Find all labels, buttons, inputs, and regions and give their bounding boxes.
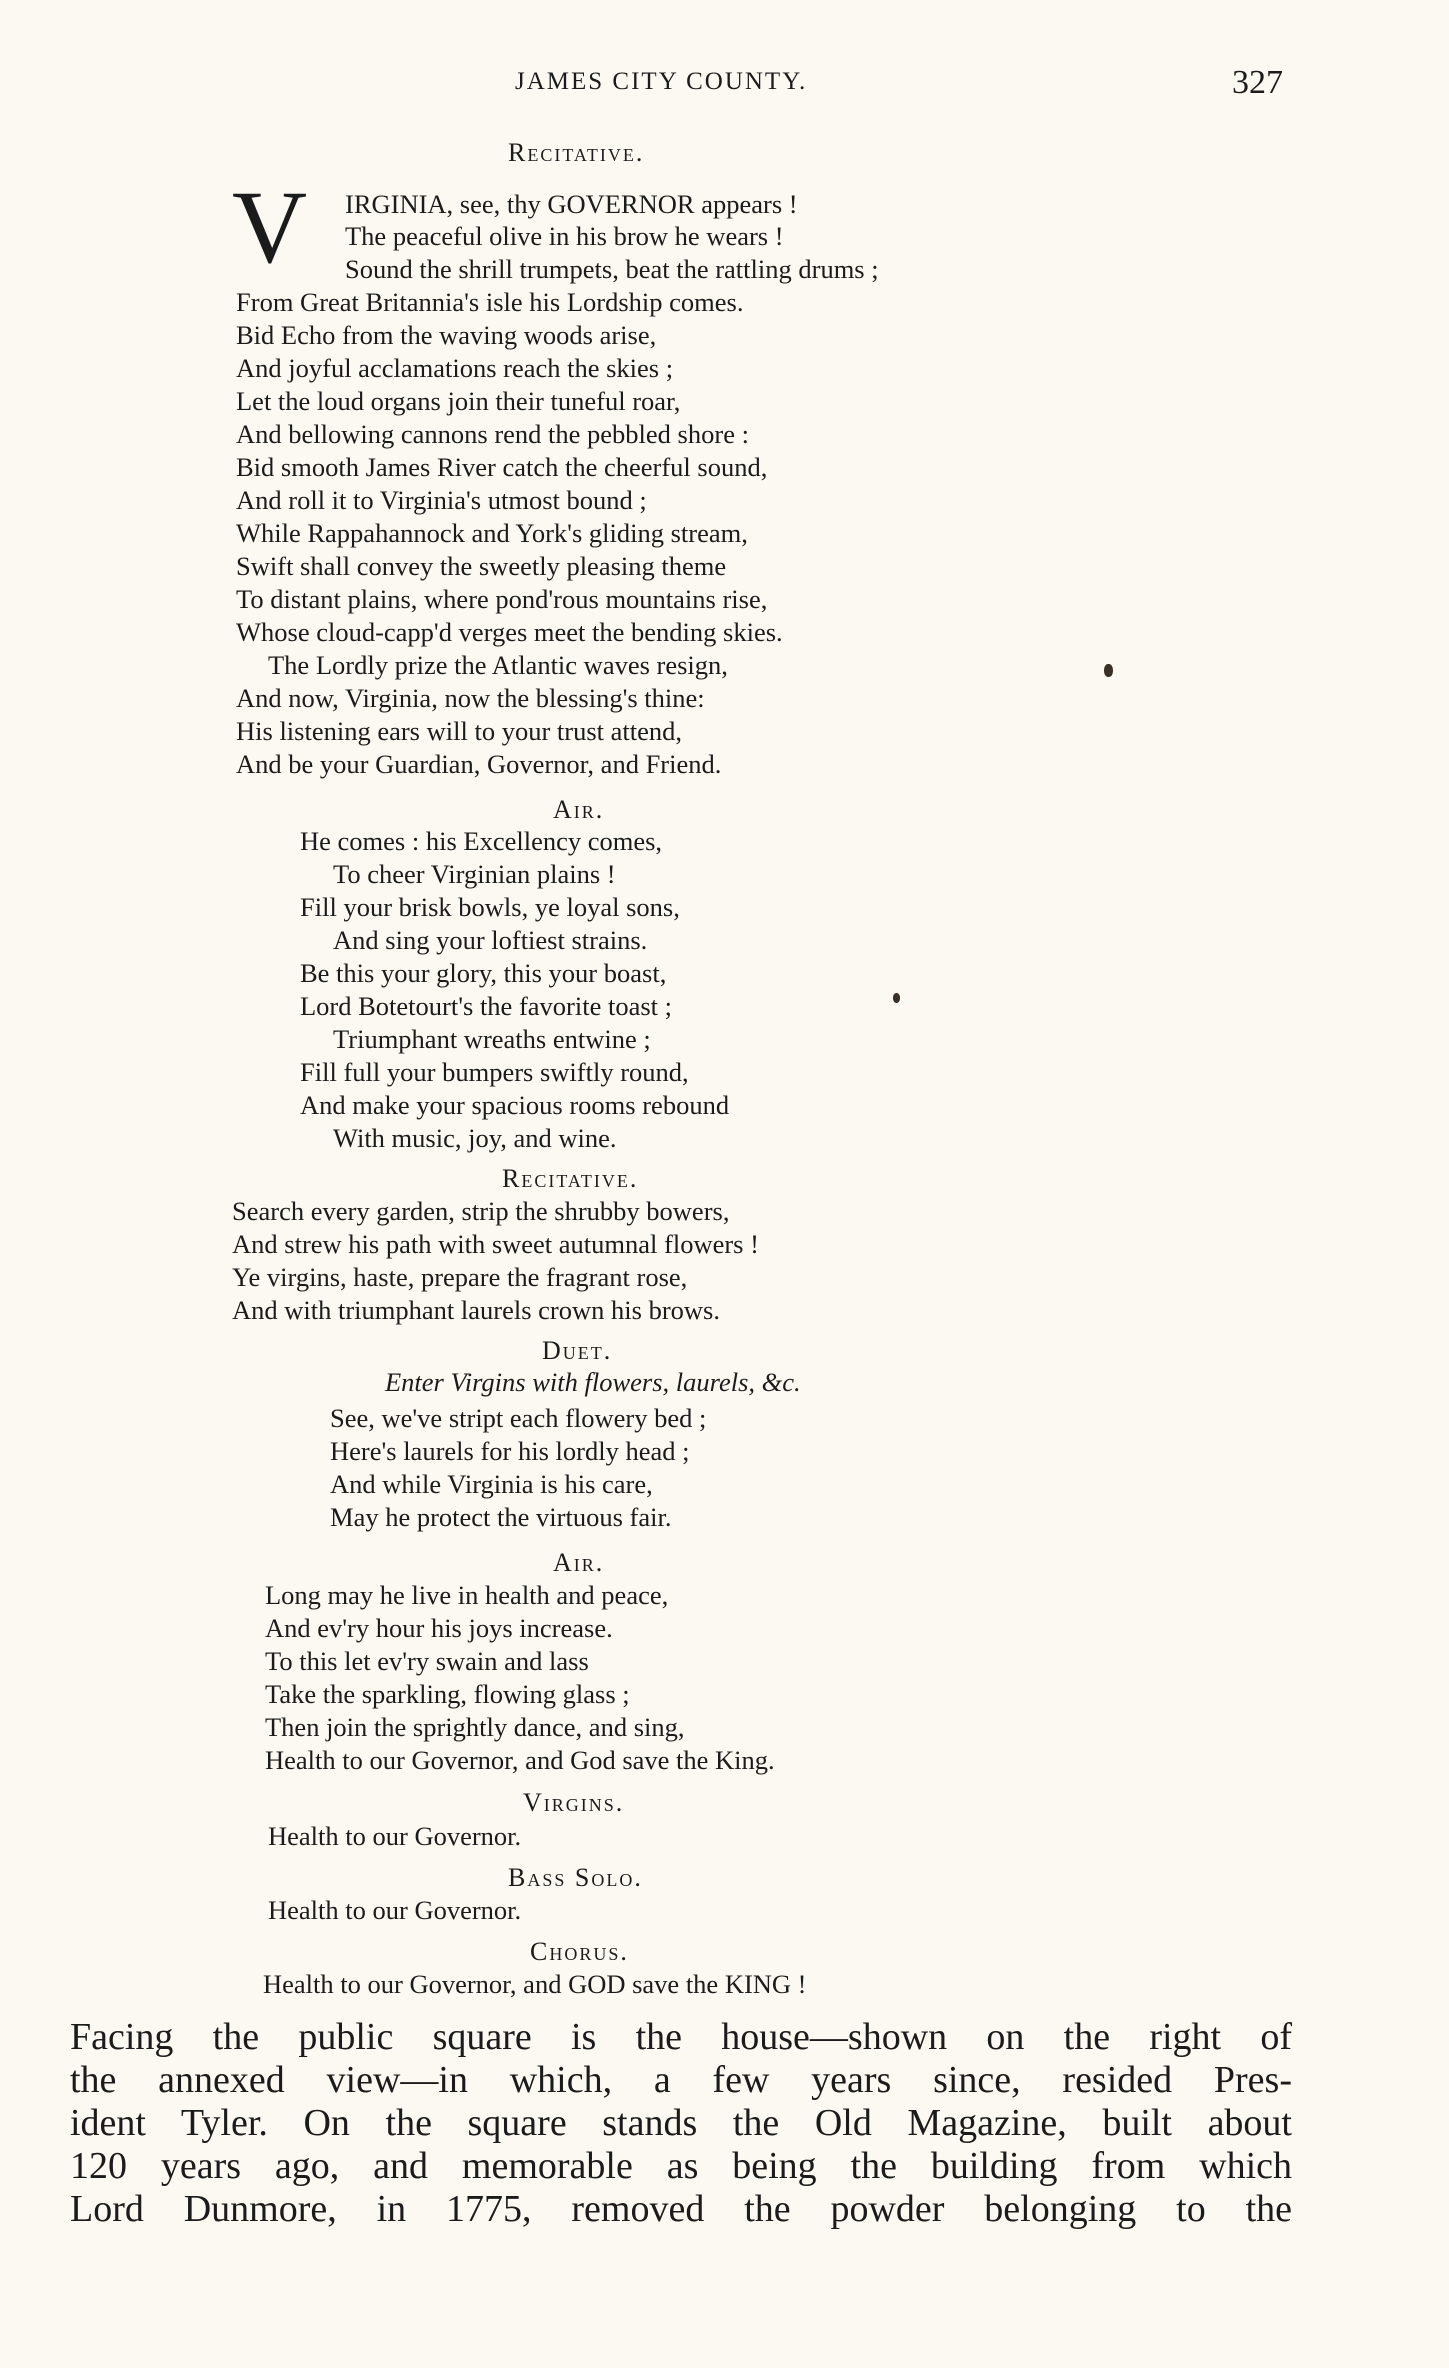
verse-line: Let the loud organs join their tuneful roar, — [236, 386, 681, 416]
verse-line: Then join the sprightly dance, and sing, — [265, 1712, 685, 1742]
verse-line: And sing your loftiest strains. — [333, 925, 648, 955]
verse-line: Ye virgins, haste, prepare the fragrant rose, — [232, 1262, 688, 1292]
section-heading-recitative: Recitative. — [508, 138, 645, 167]
verse-line: And ev'ry hour his joys increase. — [265, 1613, 613, 1643]
verse-line: Health to our Governor, and God save the King. — [265, 1745, 775, 1775]
ink-spot — [1104, 664, 1113, 677]
page-number: 327 — [1232, 64, 1283, 101]
verse-line: The peaceful olive in his brow he wears ! — [345, 221, 784, 251]
verse-line: To distant plains, where pond'rous mountains rise, — [236, 584, 768, 614]
verse-line: While Rappahannock and York's gliding stream, — [236, 518, 748, 548]
verse-line: And with triumphant laurels crown his brows. — [232, 1295, 720, 1325]
verse-line: IRGINIA, see, thy GOVERNOR appears ! — [345, 189, 798, 219]
verse-line: And roll it to Virginia's utmost bound ; — [236, 485, 647, 515]
verse-line: To cheer Virginian plains ! — [333, 859, 616, 889]
verse-line: Here's laurels for his lordly head ; — [330, 1436, 690, 1466]
verse-line: Triumphant wreaths entwine ; — [333, 1024, 651, 1054]
drop-cap: V — [232, 170, 308, 285]
section-heading-air: Air. — [553, 795, 605, 824]
prose-line: ident Tyler. On the square stands the Old Magazine, built about — [70, 2102, 1292, 2144]
verse-line: And strew his path with sweet autumnal flowers ! — [232, 1229, 759, 1259]
verse-line: He comes : his Excellency comes, — [300, 826, 663, 856]
section-heading-virgins: Virgins. — [523, 1788, 625, 1817]
verse-line: The Lordly prize the Atlantic waves resign, — [268, 650, 728, 680]
verse-line: His listening ears will to your trust attend, — [236, 716, 683, 746]
verse-line: Lord Botetourt's the favorite toast ; — [300, 991, 673, 1021]
verse-line: Long may he live in health and peace, — [265, 1580, 669, 1610]
section-heading-chorus: Chorus. — [530, 1937, 629, 1966]
verse-line: And while Virginia is his care, — [330, 1469, 653, 1499]
verse-line: And now, Virginia, now the blessing's thine: — [236, 683, 705, 713]
verse-line: And be your Guardian, Governor, and Friend. — [236, 749, 722, 779]
verse-line: Fill your brisk bowls, ye loyal sons, — [300, 892, 680, 922]
verse-line: And bellowing cannons rend the pebbled shore : — [236, 419, 749, 449]
verse-line: Health to our Governor, and GOD save the KING ! — [263, 1969, 807, 1999]
verse-line: Bid smooth James River catch the cheerful sound, — [236, 452, 768, 482]
verse-line: Swift shall convey the sweetly pleasing theme — [236, 551, 727, 581]
prose-line: Lord Dunmore, in 1775, removed the powder belonging to the — [70, 2188, 1292, 2230]
stage-direction: Enter Virgins with flowers, laurels, &c. — [385, 1367, 801, 1397]
ink-spot — [893, 993, 900, 1003]
section-heading-recitative: Recitative. — [502, 1164, 639, 1193]
prose-line: the annexed view—in which, a few years since, resided Pres- — [70, 2059, 1292, 2101]
verse-line: Search every garden, strip the shrubby bowers, — [232, 1196, 730, 1226]
verse-line: Health to our Governor. — [268, 1895, 522, 1925]
verse-line: Be this your glory, this your boast, — [300, 958, 667, 988]
section-heading-duet: Duet. — [542, 1336, 613, 1365]
verse-line: To this let ev'ry swain and lass — [265, 1646, 589, 1676]
verse-line: With music, joy, and wine. — [333, 1123, 617, 1153]
prose-line: 120 years ago, and memorable as being the building from which — [70, 2145, 1292, 2187]
section-heading-bass-solo: Bass Solo. — [508, 1863, 643, 1892]
verse-line: Sound the shrill trumpets, beat the rattling drums ; — [345, 254, 879, 284]
verse-line: From Great Britannia's isle his Lordship comes. — [236, 287, 744, 317]
verse-line: Fill full your bumpers swiftly round, — [300, 1057, 689, 1087]
verse-line: May he protect the virtuous fair. — [330, 1502, 672, 1532]
verse-line: And make your spacious rooms rebound — [300, 1090, 730, 1120]
running-title: JAMES CITY COUNTY. — [515, 68, 808, 95]
verse-line: Whose cloud-capp'd verges meet the bending skies. — [236, 617, 783, 647]
verse-line: See, we've stript each flowery bed ; — [330, 1403, 707, 1433]
section-heading-air: Air. — [553, 1548, 605, 1577]
verse-line: Health to our Governor. — [268, 1821, 522, 1851]
prose-line: Facing the public square is the house—shown on the right of — [70, 2016, 1292, 2058]
verse-line: Take the sparkling, flowing glass ; — [265, 1679, 630, 1709]
verse-line: Bid Echo from the waving woods arise, — [236, 320, 657, 350]
verse-line: And joyful acclamations reach the skies ; — [236, 353, 674, 383]
